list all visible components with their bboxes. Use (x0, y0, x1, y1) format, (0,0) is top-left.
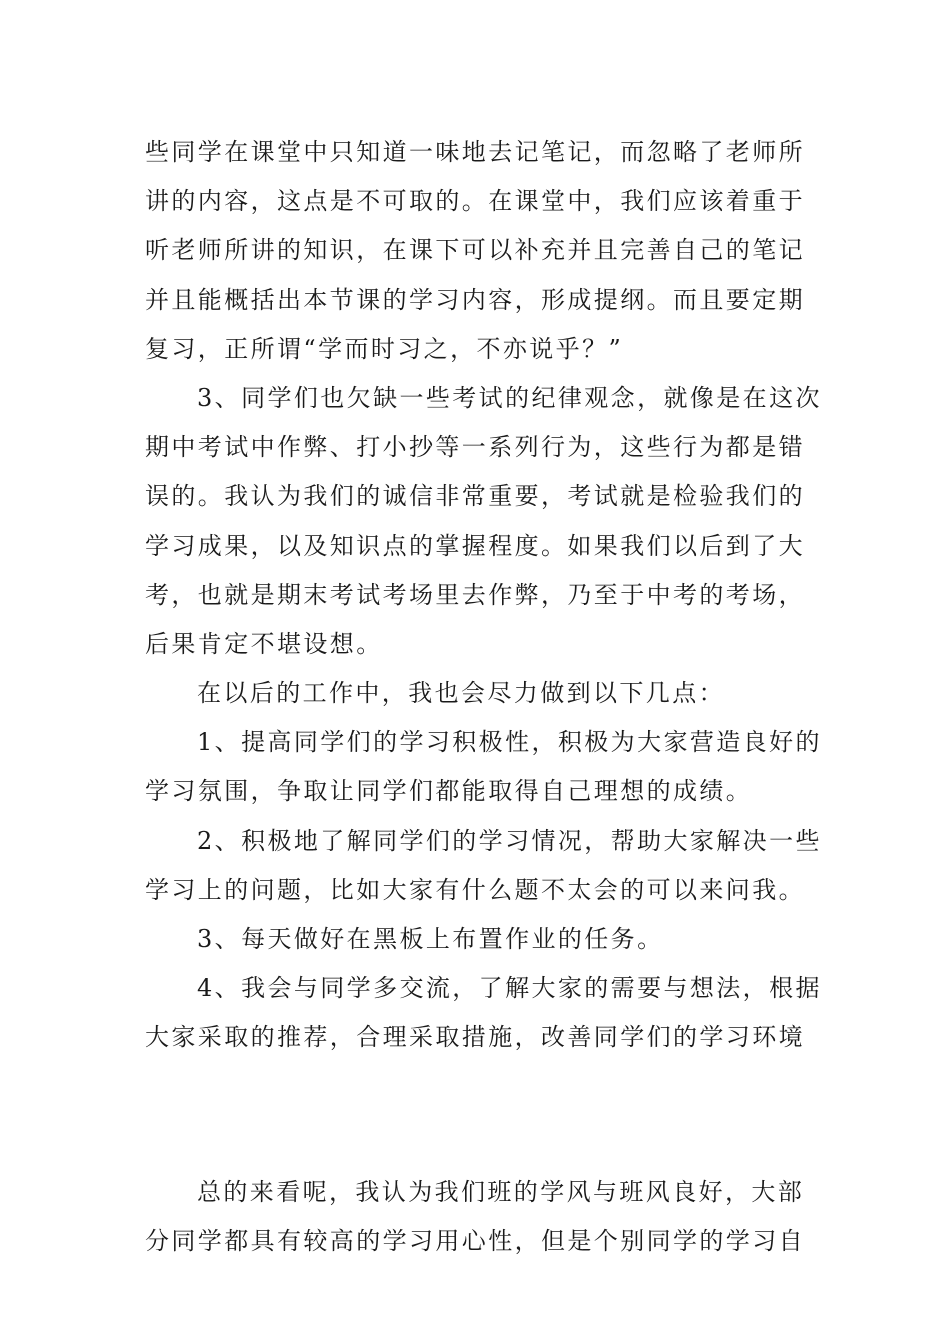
text-line: 些同学在课堂中只知道一味地去记笔记，而忽略了老师所 (145, 138, 805, 166)
text-line: 考，也就是期末考试考场里去作弊，乃至于中考的考场， (145, 580, 805, 609)
text-line: 学习氛围，争取让同学们都能取得自己理想的成绩。 (145, 777, 753, 806)
list-item-line: 2、积极地了解同学们的学习情况，帮助大家解决一些 (197, 826, 822, 855)
text-line: 并且能概括出本节课的学习内容，形成提纲。而且要定期 (145, 285, 805, 314)
list-item-line: 3、每天做好在黑板上布置作业的任务。 (197, 925, 664, 953)
list-item-line: 4、我会与同学多交流，了解大家的需要与想法，根据 (197, 974, 822, 1003)
summary-text-block (145, 1168, 815, 1266)
paragraph-start-line: 在以后的工作中，我也会尽力做到以下几点： (197, 679, 725, 708)
text-line: 期中考试中作弊、打小抄等一系列行为，这些行为都是错 (145, 433, 805, 462)
text-line: 讲的内容，这点是不可取的。在课堂中，我们应该着重于 (145, 187, 805, 216)
paragraph-start-line: 总的来看呢，我认为我们班的学风与班风良好，大部 (197, 1178, 805, 1206)
text-line: 学习成果，以及知识点的掌握程度。如果我们以后到了大 (145, 531, 805, 560)
body-text-block (145, 128, 822, 1063)
paragraph-start-line: 3、同学们也欠缺一些考试的纪律观念，就像是在这次 (197, 383, 822, 412)
list-item-line: 1、提高同学们的学习积极性，积极为大家营造良好的 (197, 728, 822, 757)
text-line: 学习上的问题，比如大家有什么题不太会的可以来问我。 (145, 875, 805, 904)
text-line: 分同学都具有较高的学习用心性，但是个别同学的学习自 (145, 1227, 805, 1256)
text-line: 误的。我认为我们的诚信非常重要，考试就是检验我们的 (145, 482, 805, 511)
text-line: 复习，正所谓“学而时习之，不亦说乎？” (145, 334, 624, 363)
text-line: 后果肯定不堪设想。 (145, 629, 383, 658)
text-line: 大家采取的推荐，合理采取措施，改善同学们的学习环境 (145, 1023, 805, 1052)
text-line: 听老师所讲的知识，在课下可以补充并且完善自己的笔记 (145, 236, 805, 265)
